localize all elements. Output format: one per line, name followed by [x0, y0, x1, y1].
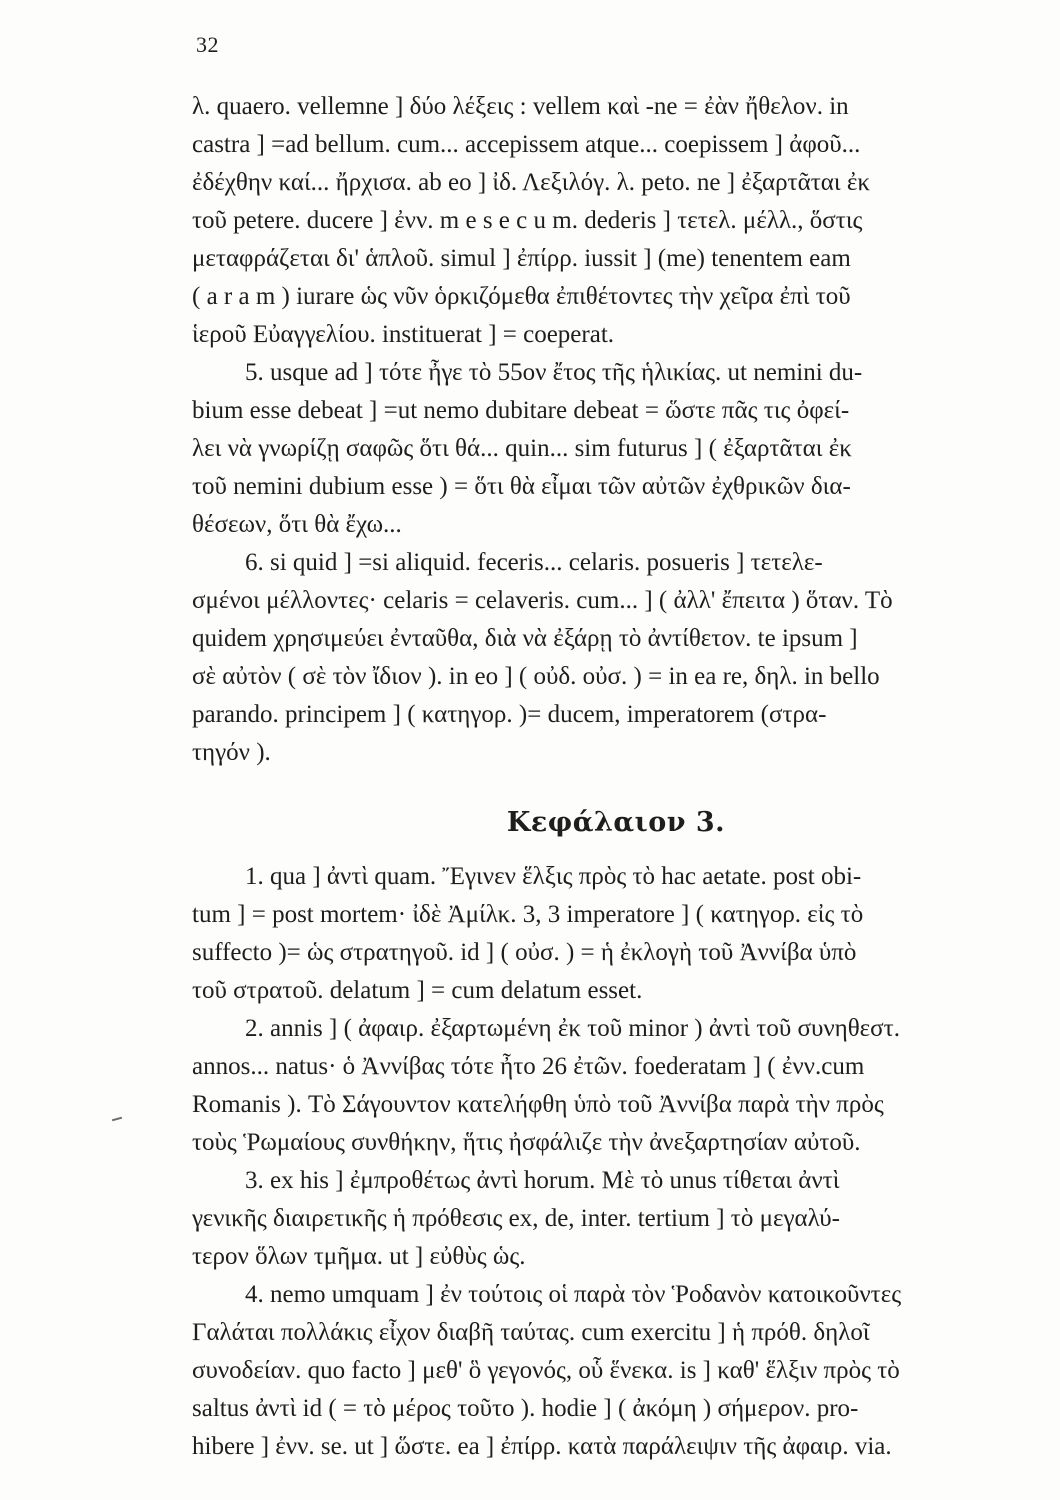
- text-line: σμένοι μέλλοντες· celaris = celaveris. cum... ] ( ἀλλ' ἔπειτα ) ὅταν. Τὸ: [192, 587, 893, 614]
- text-line: tum ] = post mortem· ἰδὲ Ἀμίλκ. 3, 3 imperatore ] ( κατηγορ. εἰς τὸ: [192, 901, 864, 928]
- text-line: τηγόν ).: [192, 739, 271, 766]
- text-line: suffecto )= ὡς στρατηγοῦ. id ] ( οὐσ. ) = ἡ ἐκλογὴ τοῦ Ἀννίβα ὑπὸ: [192, 939, 857, 966]
- text-line: τοὺς Ῥωμαίους συνθήκην, ἥτις ἠσφάλιζε τὴν ἀνεξαρτησίαν αὐτοῦ.: [192, 1129, 861, 1156]
- text-line: saltus ἀντὶ id ( = τὸ μέρος τοῦτο ). hodie ] ( ἀκόμη ) σήμερον. pro-: [192, 1395, 859, 1422]
- text-line: 4. nemo umquam ] ἐν τούτοις οἱ παρὰ τὸν Ῥοδανὸν κατοικοῦντες: [245, 1281, 902, 1308]
- text-line: σὲ αὐτὸν ( σὲ τὸν ἴδιον ). in eo ] ( οὐδ. οὐσ. ) = in ea re, δηλ. in bello: [192, 663, 880, 690]
- text-line: ( a r a m ) iurare ὡς νῦν ὁρκιζόμεθα ἐπιθέτοντες τὴν χεῖρα ἐπὶ τοῦ: [192, 283, 851, 310]
- text-line: 2. annis ] ( ἀφαιρ. ἐξαρτωμένη ἐκ τοῦ minor ) ἀντὶ τοῦ συνηθεστ.: [245, 1015, 900, 1042]
- text-line: Romanis ). Τὸ Σάγουντον κατελήφθη ὑπὸ τοῦ Ἀννίβα παρὰ τὴν πρὸς: [192, 1091, 884, 1118]
- text-line: συνοδείαν. quo facto ] μεθ' ὃ γεγονός, οὗ ἕνεκα. is ] καθ' ἕλξιν πρὸς τὸ: [192, 1357, 900, 1384]
- text-line: θέσεων, ὅτι θὰ ἔχω...: [192, 511, 402, 538]
- text-line: 5. usque ad ] τότε ἦγε τὸ 55ον ἔτος τῆς ἡλικίας. ut nemini du-: [245, 359, 863, 386]
- text-line: λει νὰ γνωρίζῃ σαφῶς ὅτι θά... quin... sim futurus ] ( ἐξαρτᾶται ἐκ: [192, 435, 852, 462]
- text-line: parando. principem ] ( κατηγορ. )= ducem, imperatorem (στρα-: [192, 701, 827, 728]
- text-line: 3. ex his ] ἐμπροθέτως ἀντὶ horum. Μὲ τὸ unus τίθεται ἀντὶ: [245, 1167, 840, 1194]
- margin-mark: [112, 1117, 122, 1122]
- commentary-section-2: [192, 88, 1040, 772]
- text-line: λ. quaero. vellemne ] δύο λέξεις : vellem καὶ -ne = ἐὰν ἤθελον. in: [192, 93, 849, 120]
- text-line: 1. qua ] ἀντὶ quam. Ἔγινεν ἕλξις πρὸς τὸ hac aetate. post obi-: [245, 863, 862, 890]
- text-line: γενικῆς διαιρετικῆς ἡ πρόθεσις ex, de, inter. tertium ] τὸ μεγαλύ-: [192, 1205, 840, 1232]
- text-line: hibere ] ἐνν. se. ut ] ὥστε. ea ] ἐπίρρ. κατὰ παράλειψιν τῆς ἀφαιρ. via.: [192, 1433, 892, 1460]
- text-line: Γαλάται πολλάκις εἶχον διαβῆ ταύτας. cum exercitu ] ἡ πρόθ. δηλοῖ: [192, 1319, 870, 1346]
- commentary-text: [192, 88, 1040, 1466]
- text-line: τερον ὅλων τμῆμα. ut ] εὐθὺς ὡς.: [192, 1243, 526, 1270]
- chapter-heading: Κεφάλαιον 3.: [506, 807, 726, 838]
- text-line: annos... natus· ὁ Ἀννίβας τότε ἦτο 26 ἐτῶν. foederatam ] ( ἐνν.cum: [192, 1053, 865, 1080]
- text-line: castra ] =ad bellum. cum... accepissem atque... coepissem ] ἀφοῦ...: [192, 131, 861, 158]
- text-line: ἱεροῦ Εὐαγγελίου. instituerat ] = coeperat.: [192, 321, 615, 348]
- text-line: ἐδέχθην καί... ἤρχισα. ab eo ] ἰδ. Λεξιλόγ. λ. peto. ne ] ἐξαρτᾶται ἐκ: [192, 169, 870, 196]
- text-line: τοῦ petere. ducere ] ἐνν. m e s e c u m. dederis ] τετελ. μέλλ., ὅστις: [192, 207, 863, 234]
- text-line: bium esse debeat ] =ut nemo dubitare debeat = ὥστε πᾶς τις ὀφεί-: [192, 397, 850, 424]
- text-line: quidem χρησιμεύει ἐνταῦθα, διὰ νὰ ἐξάρῃ τὸ ἀντίθετον. te ipsum ]: [192, 625, 858, 652]
- text-line: τοῦ στρατοῦ. delatum ] = cum delatum esset.: [192, 977, 643, 1004]
- commentary-section-3: [192, 858, 1040, 1466]
- text-line: 6. si quid ] =si aliquid. feceris... celaris. posueris ] τετελε-: [245, 549, 823, 576]
- text-line: τοῦ nemini dubium esse ) = ὅτι θὰ εἶμαι τῶν αὐτῶν ἐχθρικῶν δια-: [192, 473, 851, 500]
- page-number: 32: [196, 32, 219, 57]
- text-line: μεταφράζεται δι' ἁπλοῦ. simul ] ἐπίρρ. iussit ] (me) tenentem eam: [192, 245, 851, 272]
